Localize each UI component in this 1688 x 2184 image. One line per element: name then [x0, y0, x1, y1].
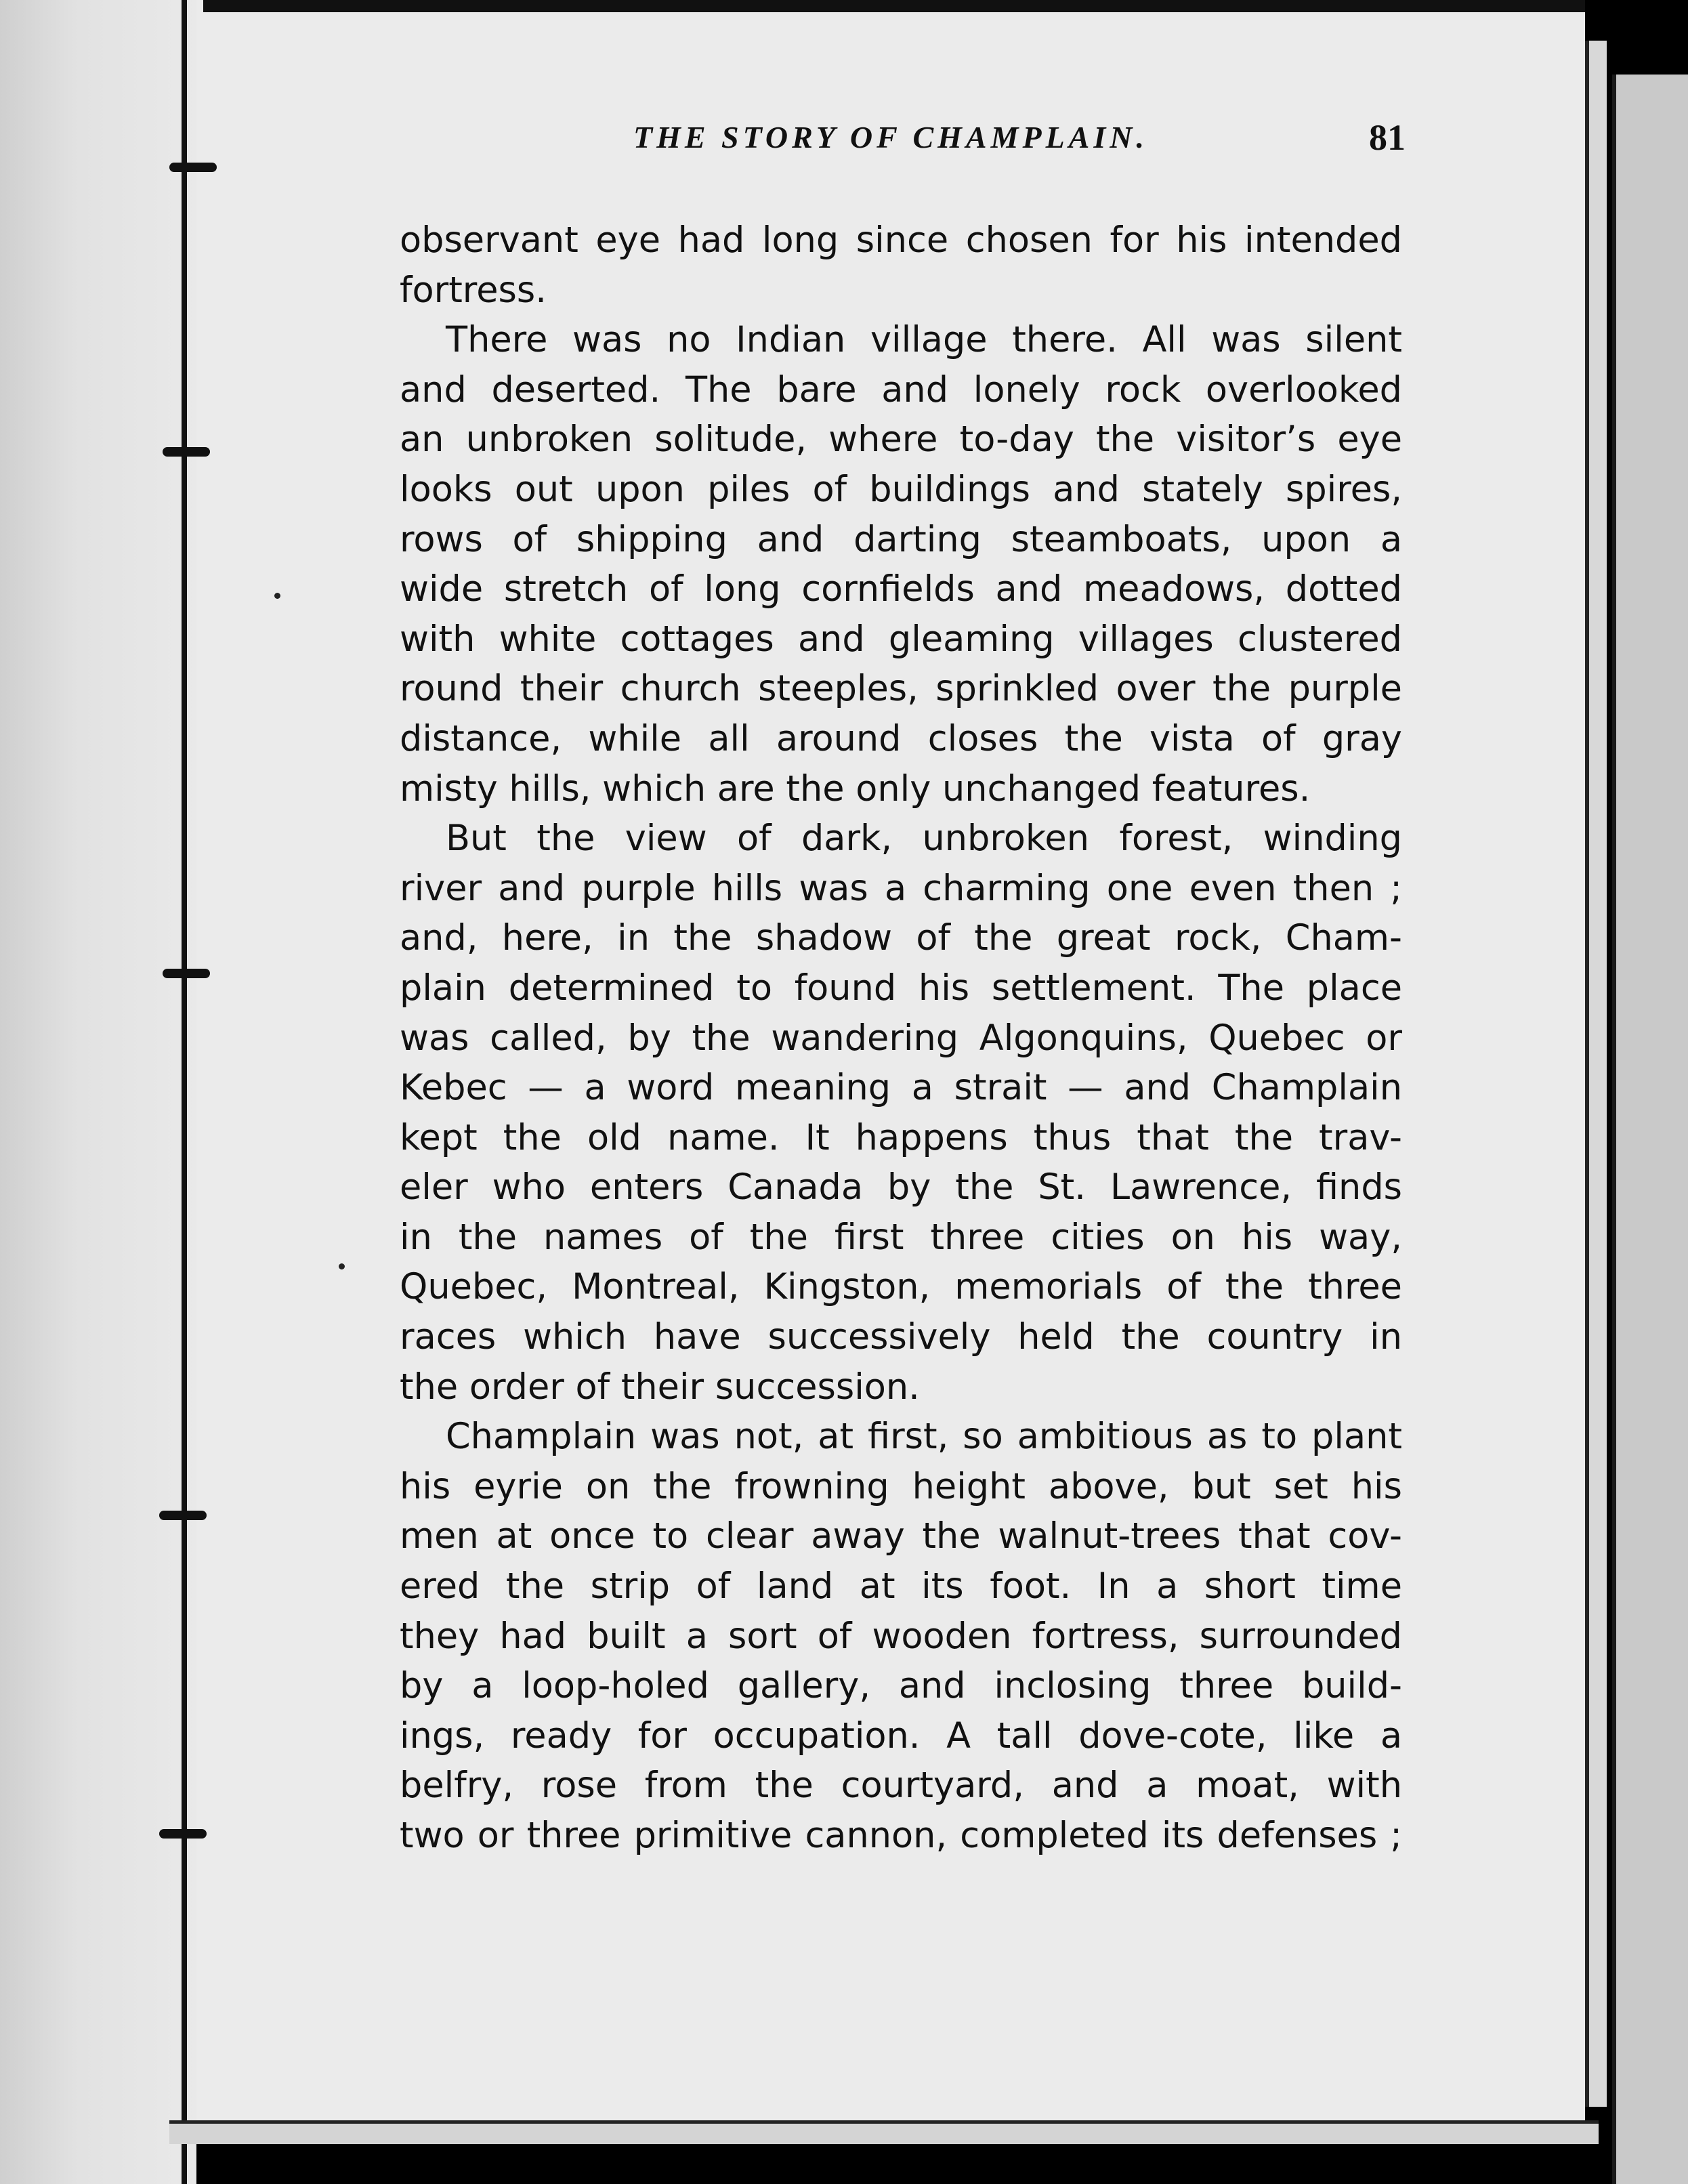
- text-line: observant eye had long since chosen for his intended: [400, 219, 1402, 261]
- page-edge-right: [1585, 41, 1607, 2107]
- text-line: Kebec — a word meaning a strait — and Champlain: [400, 1067, 1402, 1109]
- text-line: eler who enters Canada by the St. Lawrence, finds: [400, 1167, 1402, 1209]
- running-title: THE STORY OF CHAMPLAIN.: [633, 120, 1148, 154]
- page-header: [633, 119, 1406, 167]
- text-line: the order of their succession.: [400, 1366, 920, 1408]
- text-line: kept the old name. It happens thus that the trav-: [400, 1116, 1402, 1158]
- page-edge-bottom: [169, 2120, 1599, 2144]
- text-line: by a loop-holed gallery, and inclosing three build-: [400, 1665, 1402, 1707]
- page-top-shadow: [203, 0, 1585, 12]
- page-number: 81: [1369, 117, 1406, 158]
- speck: [274, 593, 280, 599]
- text-line: distance, while all around closes the vista of gray: [400, 717, 1402, 759]
- text-line: round their church steeples, sprinkled over the purple: [400, 668, 1402, 710]
- text-line: ings, ready for occupation. A tall dove-cote, like a: [400, 1715, 1402, 1757]
- text-line: looks out upon piles of buildings and stately spires,: [400, 468, 1402, 510]
- speck: [339, 1263, 345, 1269]
- binding-stitch: [163, 969, 210, 978]
- text-line: with white cottages and gleaming villages clustered: [400, 618, 1402, 660]
- text-line: they had built a sort of wooden fortress, surrounded: [400, 1615, 1402, 1657]
- text-line: wide stretch of long cornfields and meadows, dotted: [400, 568, 1402, 610]
- text-line: races which have successively held the country in: [400, 1316, 1402, 1358]
- binding-stitch: [163, 447, 210, 457]
- text-line: plain determined to found his settlement. The place: [400, 967, 1402, 1009]
- text-line: and deserted. The bare and lonely rock overlooked: [400, 369, 1402, 411]
- previous-page-edge: [0, 0, 196, 2184]
- text-line: in the names of the first three cities on his way,: [400, 1216, 1402, 1258]
- text-line: fortress.: [400, 269, 547, 311]
- text-line: was called, by the wandering Algonquins, Quebec or: [400, 1017, 1402, 1059]
- text-line: rows of shipping and darting steamboats, upon a: [400, 518, 1402, 560]
- text-line: ered the strip of land at its foot. In a short time: [400, 1566, 1402, 1608]
- binding-thread: [182, 0, 187, 2184]
- book-cover-edge: [1612, 75, 1688, 2184]
- text-line: Quebec, Montreal, Kingston, memorials of the three: [400, 1266, 1402, 1308]
- text-line: There was no Indian village there. All was silent: [446, 319, 1402, 361]
- text-line: his eyrie on the frowning height above, but set his: [400, 1465, 1402, 1507]
- text-line: an unbroken solitude, where to-day the visitor’s eye: [400, 419, 1402, 461]
- binding-stitch: [159, 1829, 207, 1839]
- binding-stitch: [159, 1511, 207, 1520]
- text-line: men at once to clear away the walnut-trees that cov-: [400, 1515, 1402, 1557]
- text-line: two or three primitive cannon, completed its defenses ;: [400, 1815, 1402, 1856]
- body-text: [400, 215, 1402, 1861]
- text-line: river and purple hills was a charming one even then ;: [400, 867, 1402, 909]
- text-line: Champlain was not, at first, so ambitious as to plant: [446, 1416, 1402, 1458]
- binding-stitch: [169, 163, 217, 172]
- text-line: But the view of dark, unbroken forest, winding: [446, 818, 1402, 860]
- text-line: belfry, rose from the courtyard, and a moat, with: [400, 1765, 1402, 1807]
- text-line: and, here, in the shadow of the great rock, Cham-: [400, 917, 1402, 959]
- text-line: misty hills, which are the only unchanged features.: [400, 768, 1311, 810]
